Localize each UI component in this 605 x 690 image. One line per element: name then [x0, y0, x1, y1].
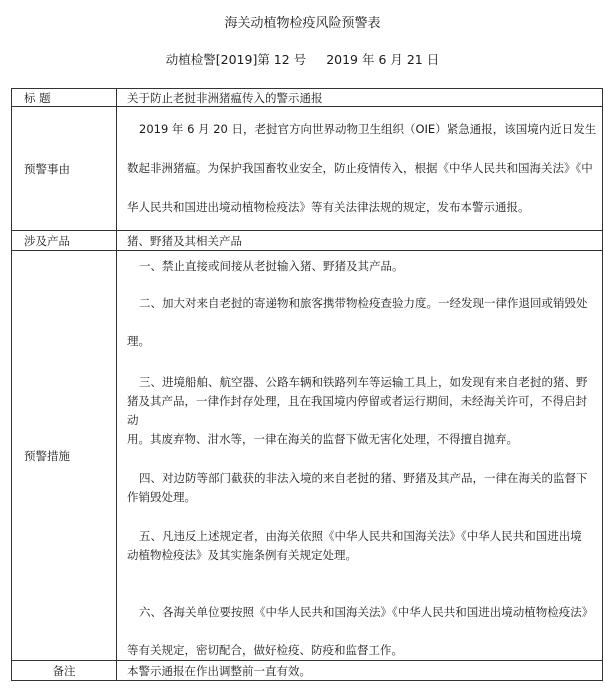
row-note	[12, 661, 603, 681]
reason-line: 2019 年 6 月 20 日，老挝官方向世界动物卫生组织（OIE）紧急通报，该国境内近日发生	[139, 122, 597, 136]
value-reason	[117, 107, 603, 231]
reason-line: 华人民共和国进出境动植物检疫法》等有关法律法规的规定，发布本警示通报。	[127, 200, 530, 214]
label-subject: 标 题	[12, 89, 117, 107]
label-measures: 预警措施	[12, 251, 117, 661]
row-measures	[12, 251, 603, 661]
value-note: 本警示通报在作出调整前一直有效。	[117, 661, 603, 681]
row-reason	[12, 107, 603, 231]
value-products: 猪、野猪及其相关产品	[117, 231, 603, 251]
warning-table	[11, 88, 603, 681]
value-measures	[117, 251, 603, 661]
measure-item: 六、各海关单位要按照《中华人民共和国海关法》《中华人民共和国进出境动植物检疫法》 等有关规定，密切配合，做好检疫、防疫和监督工作。	[127, 605, 594, 657]
measure-item: 五、凡违反上述规定者，由海关依照《中华人民共和国海关法》《中华人民共和国进出境 动植物检疫法》及其实施条例有关规定处理。	[127, 529, 582, 562]
reference-line	[0, 50, 605, 68]
measure-item: 四、对边防等部门截获的非法入境的来自老挝的猪、野猪及其产品，一律在海关的监督下 作销毁处理。	[127, 471, 588, 504]
label-products: 涉及产品	[12, 231, 117, 251]
reference-number: 动植检警[2019]第 12 号	[165, 52, 307, 67]
reason-line: 数起非洲猪瘟。为保护我国畜牧业安全，防止疫情传入，根据《中华人民共和国海关法》《中	[127, 161, 593, 175]
row-subject	[12, 89, 603, 107]
issue-date: 2019 年 6 月 21 日	[326, 52, 440, 67]
value-subject: 关于防止老挝非洲猪瘟传入的警示通报	[117, 89, 603, 107]
measure-item: 一、禁止直接或间接从老挝输入猪、野猪及其产品。	[139, 259, 404, 273]
measure-item: 三、进境船舶、航空器、公路车辆和铁路列车等运输工具上，如发现有来自老挝的猪、野 猪及其产品，一律作封存处理，且在我国境内停留或者运行期间，未经海关许可，不得启封动 用。其废弃物、泔水等，一律在海关的监督下做无害化处理，不得擅自抛弃。	[127, 375, 588, 446]
label-reason: 预警事由	[12, 107, 117, 231]
measure-item: 二、加大对来自老挝的寄递物和旅客携带物检疫查验力度。一经发现一律作退回或销毁处 理。	[127, 296, 588, 348]
row-products	[12, 231, 603, 251]
document-title: 海关动植物检疫风险预警表	[224, 16, 381, 31]
label-note: 备注	[12, 661, 117, 681]
